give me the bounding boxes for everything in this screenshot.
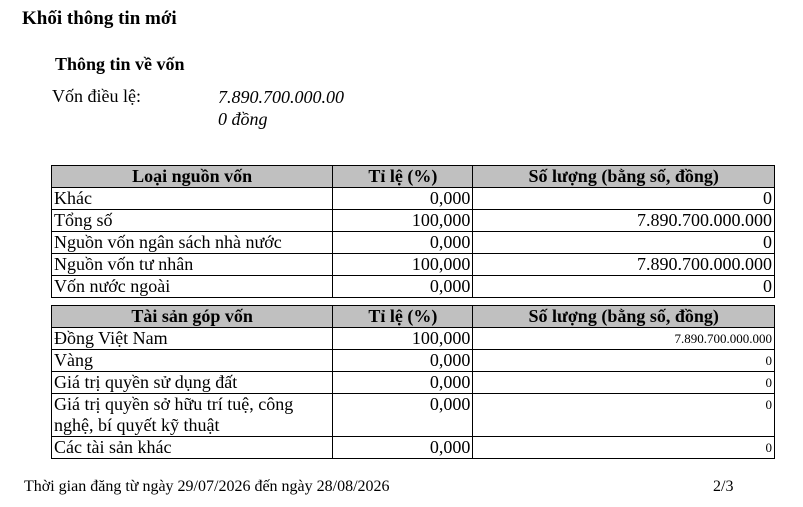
source-amount: 0 xyxy=(473,232,775,254)
header-asset-type: Tài sản góp vốn xyxy=(52,306,333,328)
asset-amount: 7.890.700.000.000 xyxy=(473,328,775,350)
source-name: Khác xyxy=(52,188,333,210)
charter-capital-value-line1: 7.890.700.000.00 xyxy=(218,87,344,107)
table-row xyxy=(52,350,775,372)
source-ratio: 100,000 xyxy=(333,254,473,276)
charter-capital-value-line2: 0 đồng xyxy=(218,109,268,129)
header-amount: Số lượng (bằng số, đồng) xyxy=(473,306,775,328)
source-amount: 0 xyxy=(473,188,775,210)
registration-period: Thời gian đăng từ ngày 29/07/2026 đến ngày 28/08/2026 xyxy=(24,478,390,495)
table-row xyxy=(52,232,775,254)
table-row xyxy=(52,437,775,459)
charter-capital-label: Vốn điều lệ: xyxy=(52,86,141,106)
section-title: Khối thông tin mới xyxy=(22,8,177,29)
source-amount: 0 xyxy=(473,276,775,298)
asset-amount: 0 xyxy=(473,372,775,394)
source-amount: 7.890.700.000.000 xyxy=(473,254,775,276)
source-ratio: 0,000 xyxy=(333,232,473,254)
asset-amount: 0 xyxy=(473,437,775,459)
asset-amount: 0 xyxy=(473,350,775,372)
asset-name: Giá trị quyền sở hữu trí tuệ, công nghệ, bí quyết kỹ thuật xyxy=(52,394,333,437)
source-name: Nguồn vốn tư nhân xyxy=(52,254,333,276)
source-ratio: 100,000 xyxy=(333,210,473,232)
source-name: Vốn nước ngoài xyxy=(52,276,333,298)
asset-ratio: 0,000 xyxy=(333,394,473,437)
header-amount: Số lượng (bằng số, đồng) xyxy=(473,166,775,188)
table-header-row xyxy=(52,166,775,188)
asset-ratio: 0,000 xyxy=(333,350,473,372)
header-ratio: Tỉ lệ (%) xyxy=(333,166,473,188)
table-row xyxy=(52,210,775,232)
asset-name: Đồng Việt Nam xyxy=(52,328,333,350)
page-number: 2/3 xyxy=(713,478,734,495)
source-name: Tổng số xyxy=(52,210,333,232)
asset-name: Giá trị quyền sử dụng đất xyxy=(52,372,333,394)
asset-ratio: 100,000 xyxy=(333,328,473,350)
source-amount: 7.890.700.000.000 xyxy=(473,210,775,232)
table-row xyxy=(52,254,775,276)
source-ratio: 0,000 xyxy=(333,276,473,298)
table-row xyxy=(52,276,775,298)
table-row xyxy=(52,328,775,350)
header-source-type: Loại nguồn vốn xyxy=(52,166,333,188)
contributed-assets-table xyxy=(51,305,775,459)
source-name: Nguồn vốn ngân sách nhà nước xyxy=(52,232,333,254)
asset-name: Các tài sản khác xyxy=(52,437,333,459)
asset-name: Vàng xyxy=(52,350,333,372)
asset-ratio: 0,000 xyxy=(333,372,473,394)
table-row xyxy=(52,372,775,394)
asset-amount: 0 xyxy=(473,394,775,437)
header-ratio: Tỉ lệ (%) xyxy=(333,306,473,328)
asset-ratio: 0,000 xyxy=(333,437,473,459)
capital-title: Thông tin về vốn xyxy=(55,54,185,74)
table-header-row xyxy=(52,306,775,328)
table-row xyxy=(52,188,775,210)
source-ratio: 0,000 xyxy=(333,188,473,210)
table-row xyxy=(52,394,775,437)
charter-capital-value xyxy=(218,86,344,130)
capital-sources-table xyxy=(51,165,775,298)
